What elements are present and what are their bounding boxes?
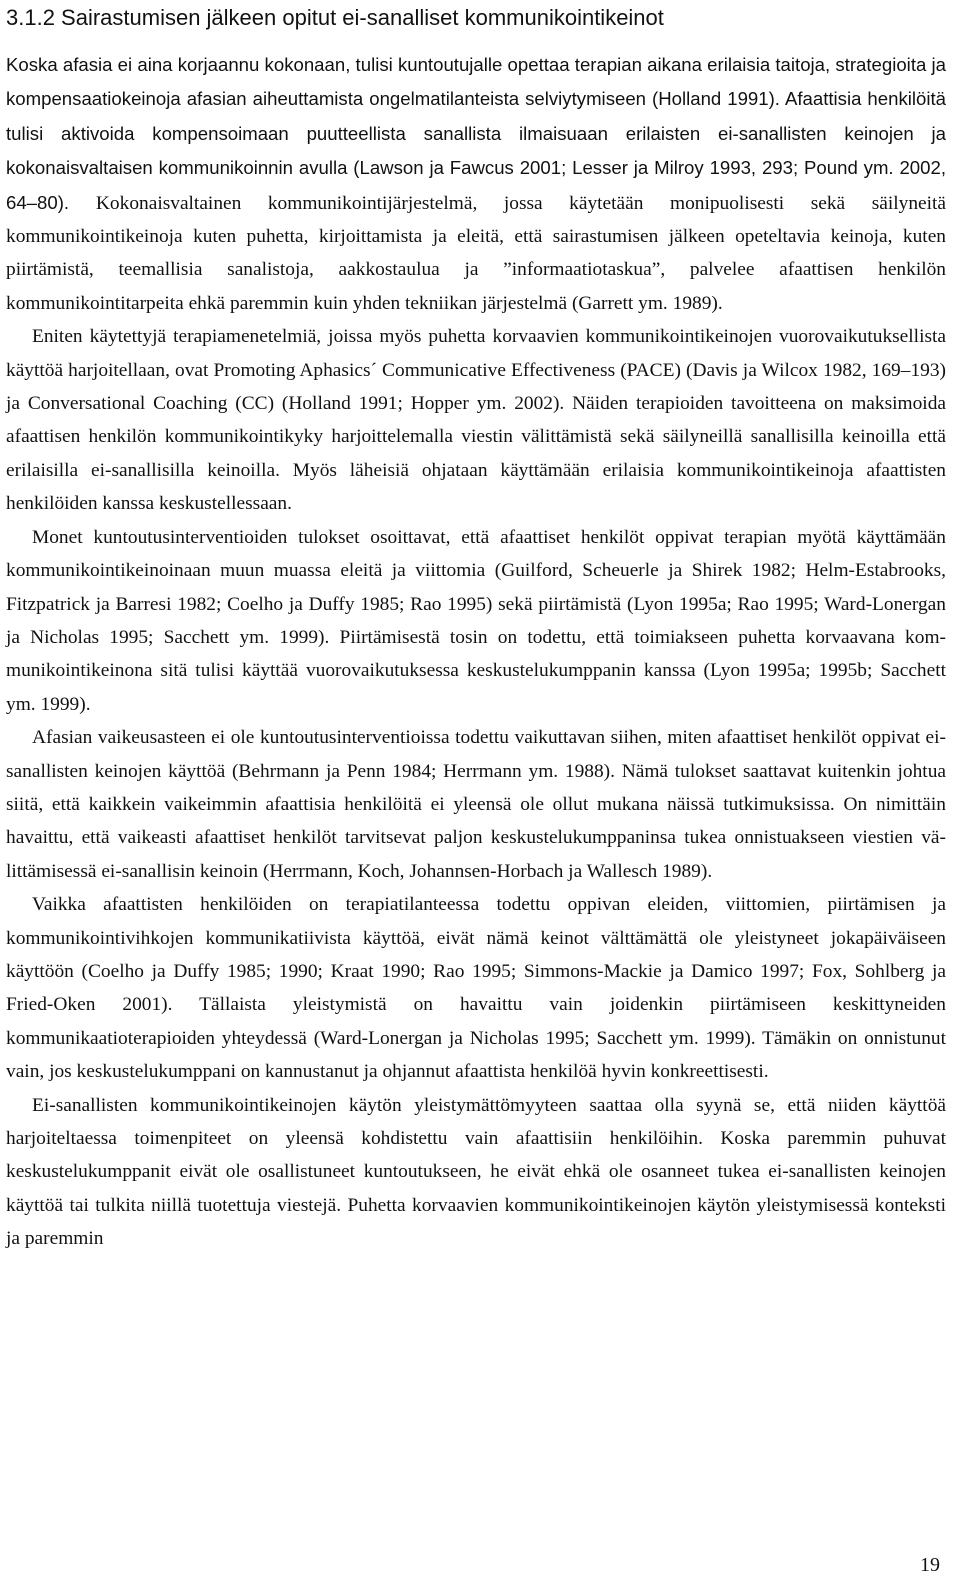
text-run: Monet kuntoutusinterventioiden tulokset osoittavat, että afaattiset henkilöt oppivat terapian myötä käyttämään kommunikointikeinoinaan muun muassa eleitä ja viittomia (Guilford, Scheuerle ja Shirek 1982; Helm-Estabrooks, Fitzpatrick ja Barresi 1982; Coelho ja Duffy 1985; Rao 1995) sekä piirtämistä (Lyon 1995a; Rao 1995; Ward-Lonergan ja Nicholas 1995; Sacchett ym. 1999). Piirtämisestä tosin on todettu, että toimiakseen puhetta korvaavana kommunikointikeinona sitä tulisi käyttää vuorovaikutuksessa keskustelukumppanin kanssa (Lyon 1995a; 1995b; Sacchett ym. 1999).: [6, 526, 946, 715]
paragraph: [6, 721, 946, 888]
paragraph: [6, 48, 946, 320]
text-run: Ei-sanallisten kommunikointikeinojen käytön yleistymättömyyteen saattaa olla syynä se, että niiden käyttöä harjoiteltaessa toimenpiteet on yleensä kohdistettu vain afaattisiin henkilöihin. Koska paremmin puhuvat keskustelukumppanit eivät ole osallistuneet kuntoutukseen, he eivät ehkä ole osanneet tukea ei-sanallisten keinojen käyttöä tai tulkita niillä tuotettuja viestejä. Puhetta korvaavien kommunikointikeinojen käytön yleistymisessä konteksti ja paremmin: [6, 1094, 946, 1250]
text-run: Eniten käytettyjä terapiamenetelmiä, joissa myös puhetta korvaavien kommunikointikeinojen vuorovaikutuksellista käyttöä harjoitellaan, ovat Promoting Aphasics´ Communicative Effectiveness (PACE) (Davis ja Wilcox 1982, 169–193) ja Conversational Coaching (CC) (Holland 1991; Hopper ym. 2002). Näiden terapioiden tavoitteena on maksimoida afaattisen henkilön kommunikointikyky harjoittelemalla viestin välittämistä sekä säilyneillä sanallisilla keinoilla että erilaisilla ei-sanallisilla keinoilla. Myös läheisiä ohjataan käyttämään erilaisia kommunikointikeinoja afaattisten henkilöiden kanssa keskustellessaan.: [6, 326, 946, 515]
paragraph: [6, 1089, 946, 1256]
text-run: Koska afasia ei aina korjaannu kokonaan, tulisi kuntoutujalle opettaa terapian aikana erilaisia taitoja, strategioita ja kompensaatiokeinoja afasian aiheuttamista ongelmatilanteista selviytymiseen (Holland 1991). Afaattisia henkilöitä tulisi aktivoida kompensoimaan puutteellista sanallista ilmaisuaan erilaisten ei-sanallisten keinojen ja kokonaisvaltaisen kommunikoinnin avulla (Lawson ja Fawcus 2001; Lesser ja Milroy 1993, 293; Pound ym. 2002, 64–80).: [6, 54, 946, 213]
paragraph: [6, 521, 946, 721]
document-page: [6, 0, 946, 1256]
paragraph: [6, 320, 946, 520]
body-text: [6, 48, 946, 1256]
paragraph: [6, 888, 946, 1088]
section-heading: 3.1.2 Sairastumisen jälkeen opitut ei-sanalliset kommunikointikeinot: [6, 5, 664, 30]
text-run: Afasian vaikeusasteen ei ole kuntoutusinterventioissa todettu vaikuttavan siihen, miten afaattiset henkilöt oppivat ei-sanallisten keinojen käyttöä (Behrmann ja Penn 1984; Herrmann ym. 1988). Nämä tulokset saattavat kuitenkin johtua siitä, että kaikkein vaikeimmin afaattisia henkilöitä ei yleensä ole ollut mukana näissä tutkimuksissa. On nimittäin havaittu, että vaikeasti afaattiset henkilöt tarvitsevat paljon keskustelukumppaninsa tukea onnistuakseen viestien välittämisessä ei-sanallisin keinoin (Herrmann, Koch, Johannsen-Horbach ja Wallesch 1989).: [6, 727, 946, 882]
page-number: 19: [920, 1554, 940, 1576]
text-run: Kokonaisvaltainen kommunikointijärjestelmä, jossa käytetään monipuolisesti sekä säilyneitä kommunikointikeinoja kuten puhetta, kirjoittamista ja eleitä, että sairastumisen jälkeen opeteltavia keinoja, kuten piirtämistä, teemallisia sanalistoja, aakkostaulua ja ”informaatiotaskua”, palvelee afaattisen henkilön kommunikointitarpeita ehkä paremmin kuin yhden tekniikan järjestelmä (Garrett ym. 1989).: [6, 192, 946, 314]
text-run: Vaikka afaattisten henkilöiden on terapiatilanteessa todettu oppivan eleiden, viittomien, piirtämisen ja kommunikointivihkojen kommunikatiivista käyttöä, eivät nämä keinot välttämättä ole yleistyneet jokapäiväiseen käyttöön (Coelho ja Duffy 1985; 1990; Kraat 1990; Rao 1995; Simmons-Mackie ja Damico 1997; Fox, Sohlberg ja Fried-Oken 2001). Tällaista yleistymistä on havaittu vain joidenkin piirtämiseen keskittyneiden kommunikaatioterapioiden yhteydessä (Ward-Lonergan ja Nicholas 1995; Sacchett ym. 1999). Tämäkin on onnistunut vain, jos keskustelukumppani on kannustanut ja ohjannut afaattista henkilöä hyvin konkreettisesti.: [6, 894, 946, 1083]
